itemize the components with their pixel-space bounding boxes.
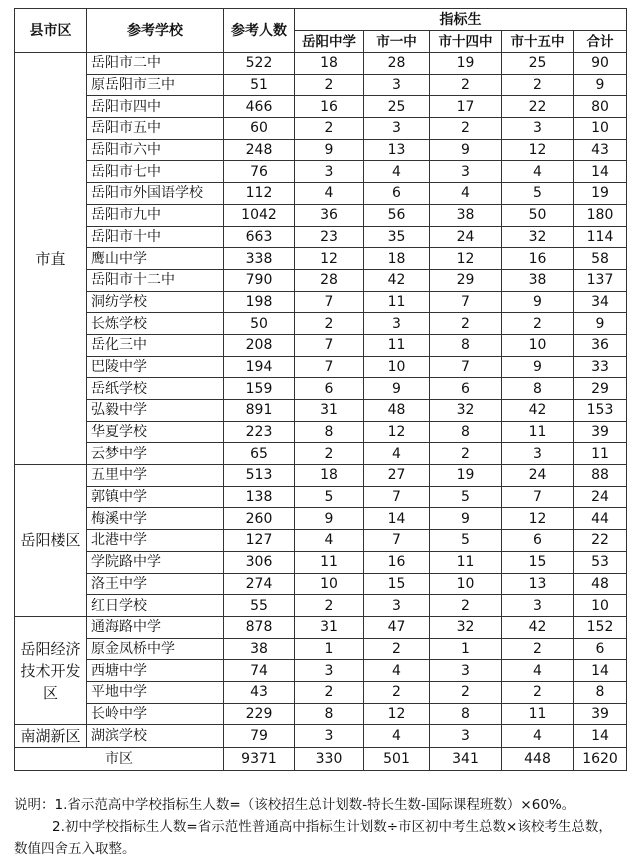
no1-cell: 16 <box>364 551 430 573</box>
examinees-cell: 60 <box>224 118 295 140</box>
no1-cell: 4 <box>364 725 430 748</box>
no14-cell: 7 <box>430 291 502 313</box>
school-cell: 平地中学 <box>87 681 224 703</box>
examinees-cell: 248 <box>224 139 295 161</box>
school-cell: 长岭中学 <box>87 703 224 725</box>
table-row <box>15 703 627 725</box>
examinees-cell: 194 <box>224 356 295 378</box>
total-cell: 9 <box>574 313 627 335</box>
table-row <box>15 725 627 748</box>
total-cell: 53 <box>574 551 627 573</box>
yueyang-cell: 7 <box>295 334 364 356</box>
no15-cell: 42 <box>502 400 574 422</box>
subheader-no15: 市十五中 <box>502 31 574 53</box>
yueyang-cell: 2 <box>295 681 364 703</box>
yueyang-cell: 36 <box>295 204 364 226</box>
total-cell: 43 <box>574 139 627 161</box>
examinees-cell: 51 <box>224 74 295 96</box>
no14-cell: 24 <box>430 226 502 248</box>
yueyang-cell: 3 <box>295 660 364 682</box>
total-cell: 10 <box>574 118 627 140</box>
no1-cell: 48 <box>364 400 430 422</box>
yueyang-cell: 7 <box>295 291 364 313</box>
total-cell: 9 <box>574 74 627 96</box>
region-cell: 南湖新区 <box>15 725 87 748</box>
no15-cell: 32 <box>502 226 574 248</box>
school-cell: 云梦中学 <box>87 443 224 465</box>
total-yueyang-cell: 330 <box>295 748 364 771</box>
yueyang-cell: 2 <box>295 313 364 335</box>
no14-cell: 2 <box>430 313 502 335</box>
no15-cell: 3 <box>502 118 574 140</box>
school-cell: 原金凤桥中学 <box>87 638 224 660</box>
table-row <box>15 248 627 270</box>
school-cell: 洛王中学 <box>87 573 224 595</box>
no14-cell: 9 <box>430 139 502 161</box>
examinees-cell: 223 <box>224 421 295 443</box>
examinees-cell: 306 <box>224 551 295 573</box>
no15-cell: 11 <box>502 421 574 443</box>
total-cell: 8 <box>574 681 627 703</box>
school-cell: 岳阳市四中 <box>87 96 224 118</box>
school-cell: 北港中学 <box>87 530 224 552</box>
no15-cell: 22 <box>502 96 574 118</box>
no1-cell: 12 <box>364 703 430 725</box>
school-cell: 岳阳市七中 <box>87 161 224 183</box>
no15-cell: 6 <box>502 530 574 552</box>
total-cell: 90 <box>574 53 627 75</box>
no1-cell: 25 <box>364 96 430 118</box>
no1-cell: 4 <box>364 161 430 183</box>
no1-cell: 2 <box>364 638 430 660</box>
no1-cell: 11 <box>364 334 430 356</box>
no15-cell: 25 <box>502 53 574 75</box>
no14-cell: 8 <box>430 334 502 356</box>
no15-cell: 8 <box>502 378 574 400</box>
no1-cell: 15 <box>364 573 430 595</box>
school-cell: 五里中学 <box>87 465 224 487</box>
school-cell: 岳阳市九中 <box>87 204 224 226</box>
school-cell: 巴陵中学 <box>87 356 224 378</box>
examinees-cell: 127 <box>224 530 295 552</box>
no1-cell: 4 <box>364 443 430 465</box>
yueyang-cell: 3 <box>295 725 364 748</box>
table-row <box>15 443 627 465</box>
no14-cell: 3 <box>430 660 502 682</box>
yueyang-cell: 5 <box>295 486 364 508</box>
no15-cell: 2 <box>502 313 574 335</box>
table-row <box>15 74 627 96</box>
examinees-cell: 138 <box>224 486 295 508</box>
yueyang-cell: 8 <box>295 421 364 443</box>
table-row <box>15 530 627 552</box>
table-row <box>15 204 627 226</box>
no15-cell: 3 <box>502 443 574 465</box>
examinees-cell: 878 <box>224 616 295 638</box>
header-region: 县市区 <box>15 9 87 53</box>
school-cell: 弘毅中学 <box>87 400 224 422</box>
table-row <box>15 421 627 443</box>
notes <box>14 794 634 860</box>
no14-cell: 3 <box>430 161 502 183</box>
total-cell: 137 <box>574 269 627 291</box>
examinees-cell: 79 <box>224 725 295 748</box>
note-line-1: 说明：1.省示范高中学校指标生人数=（该校招生总计划数-特长生数-国际课程班数）×60%。 <box>14 797 576 813</box>
yueyang-cell: 3 <box>295 161 364 183</box>
no15-cell: 4 <box>502 725 574 748</box>
table-row <box>15 400 627 422</box>
yueyang-cell: 16 <box>295 96 364 118</box>
no15-cell: 2 <box>502 681 574 703</box>
school-cell: 岳阳市十中 <box>87 226 224 248</box>
table-row <box>15 551 627 573</box>
school-cell: 通海路中学 <box>87 616 224 638</box>
region-cell: 市直 <box>15 53 87 465</box>
subheader-no1: 市一中 <box>364 31 430 53</box>
subheader-no14: 市十四中 <box>430 31 502 53</box>
examinees-cell: 522 <box>224 53 295 75</box>
examinees-cell: 50 <box>224 313 295 335</box>
table-row <box>15 53 627 75</box>
no1-cell: 9 <box>364 378 430 400</box>
no1-cell: 10 <box>364 356 430 378</box>
no1-cell: 6 <box>364 183 430 205</box>
total-cell: 34 <box>574 291 627 313</box>
no14-cell: 3 <box>430 725 502 748</box>
yueyang-cell: 31 <box>295 400 364 422</box>
no1-cell: 7 <box>364 530 430 552</box>
table-row <box>15 681 627 703</box>
total-cell: 14 <box>574 725 627 748</box>
no1-cell: 2 <box>364 681 430 703</box>
table-row <box>15 291 627 313</box>
no1-cell: 12 <box>364 421 430 443</box>
yueyang-cell: 11 <box>295 551 364 573</box>
total-cell: 22 <box>574 530 627 552</box>
total-cell: 180 <box>574 204 627 226</box>
quota-table <box>14 8 627 771</box>
school-cell: 红日学校 <box>87 595 224 617</box>
total-row <box>15 748 627 771</box>
school-cell: 学院路中学 <box>87 551 224 573</box>
school-cell: 原岳阳市三中 <box>87 74 224 96</box>
no14-cell: 19 <box>430 465 502 487</box>
no15-cell: 5 <box>502 183 574 205</box>
total-cell: 44 <box>574 508 627 530</box>
school-cell: 华夏学校 <box>87 421 224 443</box>
no1-cell: 7 <box>364 486 430 508</box>
yueyang-cell: 7 <box>295 356 364 378</box>
yueyang-cell: 10 <box>295 573 364 595</box>
note-line-3: 数值四舍五入取整。 <box>14 841 136 857</box>
total-cell: 48 <box>574 573 627 595</box>
yueyang-cell: 18 <box>295 465 364 487</box>
table-row <box>15 139 627 161</box>
school-cell: 岳阳市十二中 <box>87 269 224 291</box>
examinees-cell: 208 <box>224 334 295 356</box>
school-cell: 岳阳市五中 <box>87 118 224 140</box>
no14-cell: 6 <box>430 378 502 400</box>
header-examinees: 参考人数 <box>224 9 295 53</box>
no14-cell: 19 <box>430 53 502 75</box>
table-row <box>15 334 627 356</box>
no14-cell: 2 <box>430 595 502 617</box>
yueyang-cell: 1 <box>295 638 364 660</box>
examinees-cell: 790 <box>224 269 295 291</box>
table-row <box>15 595 627 617</box>
school-cell: 郭镇中学 <box>87 486 224 508</box>
school-cell: 岳阳市二中 <box>87 53 224 75</box>
yueyang-cell: 2 <box>295 443 364 465</box>
no15-cell: 12 <box>502 508 574 530</box>
table-row <box>15 508 627 530</box>
school-cell: 岳阳市外国语学校 <box>87 183 224 205</box>
total-cell: 29 <box>574 378 627 400</box>
yueyang-cell: 28 <box>295 269 364 291</box>
header-school: 参考学校 <box>87 9 224 53</box>
yueyang-cell: 6 <box>295 378 364 400</box>
total-total-cell: 1620 <box>574 748 627 771</box>
examinees-cell: 891 <box>224 400 295 422</box>
no1-cell: 3 <box>364 313 430 335</box>
yueyang-cell: 4 <box>295 530 364 552</box>
total-examinees-cell: 9371 <box>224 748 295 771</box>
examinees-cell: 159 <box>224 378 295 400</box>
no15-cell: 2 <box>502 638 574 660</box>
no1-cell: 11 <box>364 291 430 313</box>
no14-cell: 5 <box>430 486 502 508</box>
school-cell: 岳阳市六中 <box>87 139 224 161</box>
table-row <box>15 465 627 487</box>
total-cell: 14 <box>574 161 627 183</box>
examinees-cell: 260 <box>224 508 295 530</box>
header-quota: 指标生 <box>295 9 627 31</box>
header-row <box>15 9 627 31</box>
school-cell: 长炼学校 <box>87 313 224 335</box>
no15-cell: 24 <box>502 465 574 487</box>
table-row <box>15 269 627 291</box>
no14-cell: 4 <box>430 183 502 205</box>
total-cell: 152 <box>574 616 627 638</box>
no14-cell: 17 <box>430 96 502 118</box>
no14-cell: 29 <box>430 269 502 291</box>
no15-cell: 2 <box>502 74 574 96</box>
table-row <box>15 638 627 660</box>
no14-cell: 2 <box>430 74 502 96</box>
no1-cell: 14 <box>364 508 430 530</box>
no14-cell: 10 <box>430 573 502 595</box>
yueyang-cell: 4 <box>295 183 364 205</box>
no1-cell: 13 <box>364 139 430 161</box>
examinees-cell: 38 <box>224 638 295 660</box>
region-cell <box>15 616 87 724</box>
school-cell: 洞纺学校 <box>87 291 224 313</box>
no15-cell: 13 <box>502 573 574 595</box>
no14-cell: 38 <box>430 204 502 226</box>
no15-cell: 9 <box>502 356 574 378</box>
school-cell: 岳化三中 <box>87 334 224 356</box>
no15-cell: 50 <box>502 204 574 226</box>
total-cell: 153 <box>574 400 627 422</box>
no15-cell: 7 <box>502 486 574 508</box>
total-no1-cell: 501 <box>364 748 430 771</box>
total-cell: 58 <box>574 248 627 270</box>
yueyang-cell: 8 <box>295 703 364 725</box>
region-cell: 岳阳楼区 <box>15 465 87 617</box>
no1-cell: 28 <box>364 53 430 75</box>
total-no15-cell: 448 <box>502 748 574 771</box>
no1-cell: 4 <box>364 660 430 682</box>
yueyang-cell: 12 <box>295 248 364 270</box>
table-row <box>15 161 627 183</box>
no15-cell: 16 <box>502 248 574 270</box>
no1-cell: 3 <box>364 595 430 617</box>
examinees-cell: 65 <box>224 443 295 465</box>
total-cell: 10 <box>574 595 627 617</box>
no14-cell: 32 <box>430 400 502 422</box>
region-line: 技术开发 <box>20 661 81 680</box>
no14-cell: 2 <box>430 681 502 703</box>
no15-cell: 10 <box>502 334 574 356</box>
no15-cell: 12 <box>502 139 574 161</box>
table-row <box>15 616 627 638</box>
school-cell: 西塘中学 <box>87 660 224 682</box>
yueyang-cell: 23 <box>295 226 364 248</box>
total-cell: 39 <box>574 703 627 725</box>
examinees-cell: 55 <box>224 595 295 617</box>
no15-cell: 42 <box>502 616 574 638</box>
examinees-cell: 513 <box>224 465 295 487</box>
note-line-2: 2.初中学校指标生人数=省示范性普通高中指标生计划数÷市区初中考生总数×该校考生总数， <box>52 819 612 835</box>
table-row <box>15 486 627 508</box>
examinees-cell: 198 <box>224 291 295 313</box>
table-row <box>15 660 627 682</box>
examinees-cell: 112 <box>224 183 295 205</box>
no14-cell: 32 <box>430 616 502 638</box>
table-row <box>15 118 627 140</box>
no1-cell: 35 <box>364 226 430 248</box>
examinees-cell: 76 <box>224 161 295 183</box>
no14-cell: 7 <box>430 356 502 378</box>
no1-cell: 3 <box>364 118 430 140</box>
yueyang-cell: 2 <box>295 595 364 617</box>
no14-cell: 2 <box>430 443 502 465</box>
no15-cell: 9 <box>502 291 574 313</box>
no14-cell: 12 <box>430 248 502 270</box>
examinees-cell: 663 <box>224 226 295 248</box>
total-no14-cell: 341 <box>430 748 502 771</box>
no1-cell: 27 <box>364 465 430 487</box>
examinees-cell: 74 <box>224 660 295 682</box>
subheader-total: 合计 <box>574 31 627 53</box>
no15-cell: 4 <box>502 660 574 682</box>
no1-cell: 47 <box>364 616 430 638</box>
school-cell: 湖滨学校 <box>87 725 224 748</box>
table-row <box>15 573 627 595</box>
no1-cell: 3 <box>364 74 430 96</box>
no14-cell: 11 <box>430 551 502 573</box>
table-row <box>15 96 627 118</box>
total-cell: 6 <box>574 638 627 660</box>
no15-cell: 4 <box>502 161 574 183</box>
no1-cell: 42 <box>364 269 430 291</box>
yueyang-cell: 18 <box>295 53 364 75</box>
examinees-cell: 1042 <box>224 204 295 226</box>
total-cell: 19 <box>574 183 627 205</box>
no14-cell: 1 <box>430 638 502 660</box>
no15-cell: 15 <box>502 551 574 573</box>
subheader-yueyang: 岳阳中学 <box>295 31 364 53</box>
school-cell: 岳纸学校 <box>87 378 224 400</box>
yueyang-cell: 9 <box>295 139 364 161</box>
total-cell: 36 <box>574 334 627 356</box>
total-cell: 114 <box>574 226 627 248</box>
no14-cell: 2 <box>430 118 502 140</box>
examinees-cell: 274 <box>224 573 295 595</box>
no1-cell: 18 <box>364 248 430 270</box>
no1-cell: 56 <box>364 204 430 226</box>
region-line: 岳阳经济 <box>20 639 81 658</box>
table-body <box>15 53 627 771</box>
school-cell: 梅溪中学 <box>87 508 224 530</box>
total-cell: 11 <box>574 443 627 465</box>
no14-cell: 5 <box>430 530 502 552</box>
no14-cell: 8 <box>430 703 502 725</box>
total-cell: 88 <box>574 465 627 487</box>
no14-cell: 9 <box>430 508 502 530</box>
yueyang-cell: 31 <box>295 616 364 638</box>
school-cell: 鹰山中学 <box>87 248 224 270</box>
table-row <box>15 313 627 335</box>
examinees-cell: 43 <box>224 681 295 703</box>
no15-cell: 11 <box>502 703 574 725</box>
table-row <box>15 183 627 205</box>
no15-cell: 38 <box>502 269 574 291</box>
no15-cell: 3 <box>502 595 574 617</box>
no14-cell: 8 <box>430 421 502 443</box>
yueyang-cell: 9 <box>295 508 364 530</box>
total-cell: 33 <box>574 356 627 378</box>
yueyang-cell: 2 <box>295 74 364 96</box>
table-row <box>15 356 627 378</box>
yueyang-cell: 2 <box>295 118 364 140</box>
total-cell: 80 <box>574 96 627 118</box>
total-cell: 24 <box>574 486 627 508</box>
examinees-cell: 338 <box>224 248 295 270</box>
total-cell: 39 <box>574 421 627 443</box>
examinees-cell: 466 <box>224 96 295 118</box>
total-cell: 14 <box>574 660 627 682</box>
examinees-cell: 229 <box>224 703 295 725</box>
total-label: 市区 <box>15 748 224 771</box>
table-row <box>15 226 627 248</box>
region-line: 区 <box>42 683 58 702</box>
table-row <box>15 378 627 400</box>
